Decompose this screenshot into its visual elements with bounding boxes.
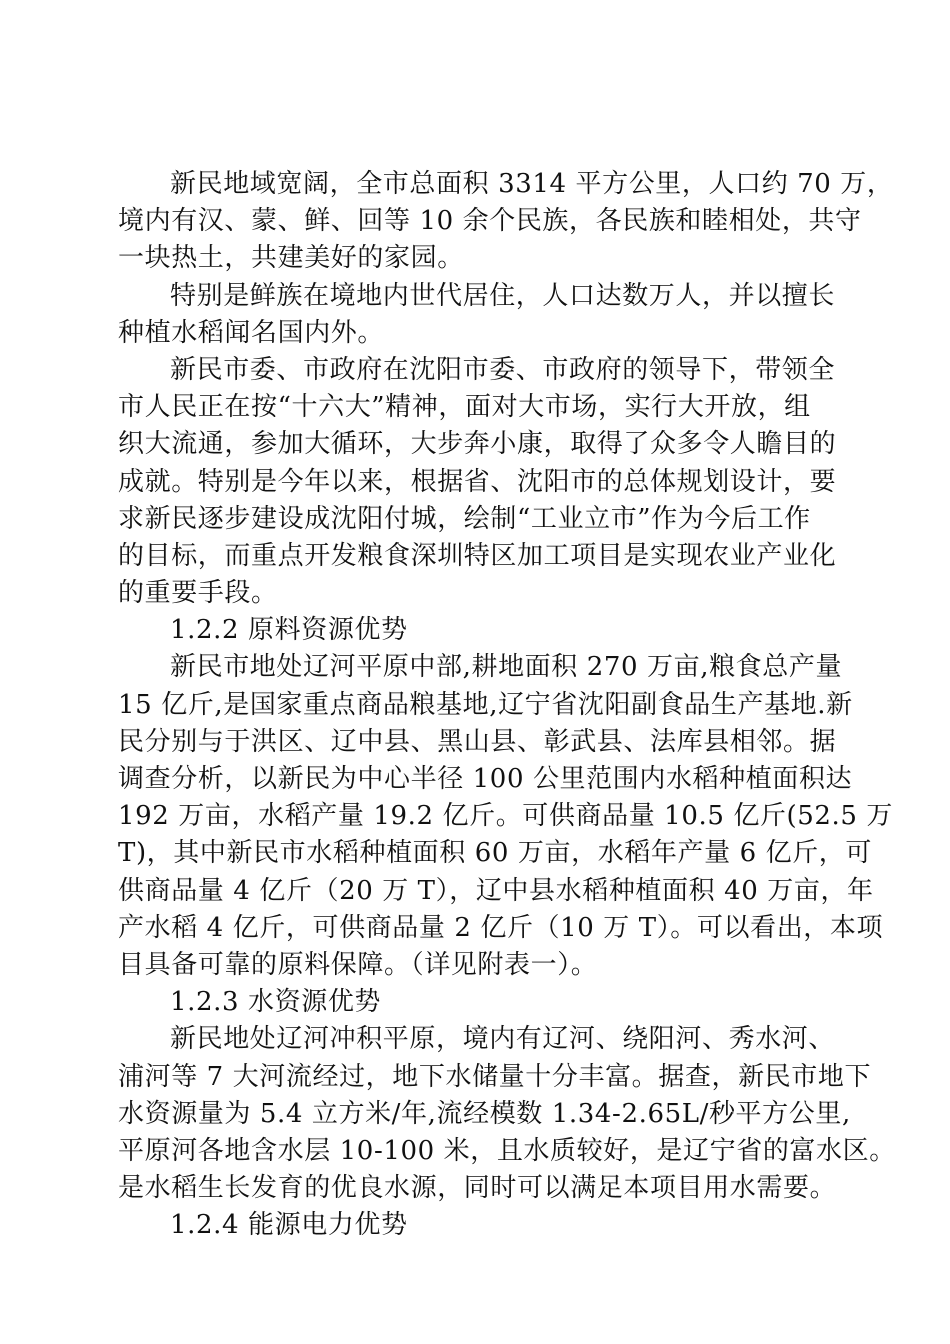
text-line: 产水稻 4 亿斤，可供商品量 2 亿斤（10 万 T）。可以看出，本项 — [118, 912, 884, 943]
text-line: 一块热土，共建美好的家园。 — [118, 243, 464, 274]
document-body — [118, 166, 896, 1244]
text-line: 求新民逐步建设成沈阳付城，绘制“工业立市”作为今后工作 — [118, 503, 811, 534]
heading-text: 1.2.3 水资源优势 — [170, 987, 382, 1018]
text-line: 的重要手段。 — [118, 578, 278, 609]
text-line: 浦河等 7 大河流经过，地下水储量十分丰富。据查，新民市地下 — [118, 1061, 872, 1092]
text-line: 新民地处辽河冲积平原，境内有辽河、绕阳河、秀水河、 — [170, 1024, 836, 1055]
paragraph — [118, 278, 840, 352]
text-line: 成就。特别是今年以来，根据省、沈阳市的总体规划设计，要 — [118, 466, 837, 497]
text-line: 种植水稻闻名国内外。 — [118, 317, 385, 348]
section-heading — [118, 984, 840, 1021]
text-line: 的目标，而重点开发粮食深圳特区加工项目是实现农业产业化 — [118, 540, 837, 571]
text-line: 新民地域宽阔，全市总面积 3314 平方公里，人口约 70 万， — [170, 169, 894, 199]
section-heading — [118, 1207, 840, 1244]
heading-text: 1.2.4 能源电力优势 — [170, 1210, 408, 1241]
text-line: 水资源量为 5.4 立方米/年,流经模数 1.34-2.65L/秒平方公里, — [118, 1098, 851, 1129]
text-line: 境内有汉、蒙、鲜、回等 10 余个民族，各民族和睦相处，共守 — [118, 206, 862, 237]
text-line: 新民市地处辽河平原中部,耕地面积 270 万亩,粮食总产量 — [170, 652, 843, 683]
text-line: 织大流通，参加大循环，大步奔小康，取得了众多令人瞻目的 — [118, 429, 837, 460]
text-line: 是水稻生长发育的优良水源，同时可以满足本项目用水需要。 — [118, 1173, 837, 1204]
text-line: 特别是鲜族在境地内世代居住，人口达数万人，并以擅长 — [170, 280, 836, 311]
text-line: 市人民正在按“十六大”精神，面对大市场，实行大开放，组 — [118, 392, 811, 423]
text-line: 供商品量 4 亿斤（20 万 T），辽中县水稻种植面积 40 万亩，年 — [118, 875, 874, 906]
text-line: 目具备可靠的原料保障。（详见附表一）。 — [118, 949, 598, 980]
paragraph — [118, 352, 840, 612]
paragraph — [118, 166, 894, 278]
paragraph — [118, 649, 894, 984]
section-heading — [118, 612, 840, 649]
text-line: 调查分析，以新民为中心半径 100 公里范围内水稻种植面积达 — [118, 764, 853, 794]
paragraph — [118, 1021, 896, 1207]
text-line: 民分别与于洪区、辽中县、黑山县、彰武县、法库县相邻。据 — [118, 726, 837, 757]
text-line: 平原河各地含水层 10-100 米，且水质较好，是辽宁省的富水区。 — [118, 1135, 896, 1166]
text-line: 192 万亩，水稻产量 19.2 亿斤。可供商品量 10.5 亿斤(52.5 万 — [118, 801, 894, 832]
text-line: T)，其中新民市水稻种植面积 60 万亩，水稻年产量 6 亿斤，可 — [118, 838, 872, 869]
heading-text: 1.2.2 原料资源优势 — [170, 615, 408, 646]
text-line: 新民市委、市政府在沈阳市委、市政府的领导下，带领全 — [170, 354, 836, 385]
text-line: 15 亿斤,是国家重点商品粮基地,辽宁省沈阳副食品生产基地.新 — [118, 689, 853, 720]
